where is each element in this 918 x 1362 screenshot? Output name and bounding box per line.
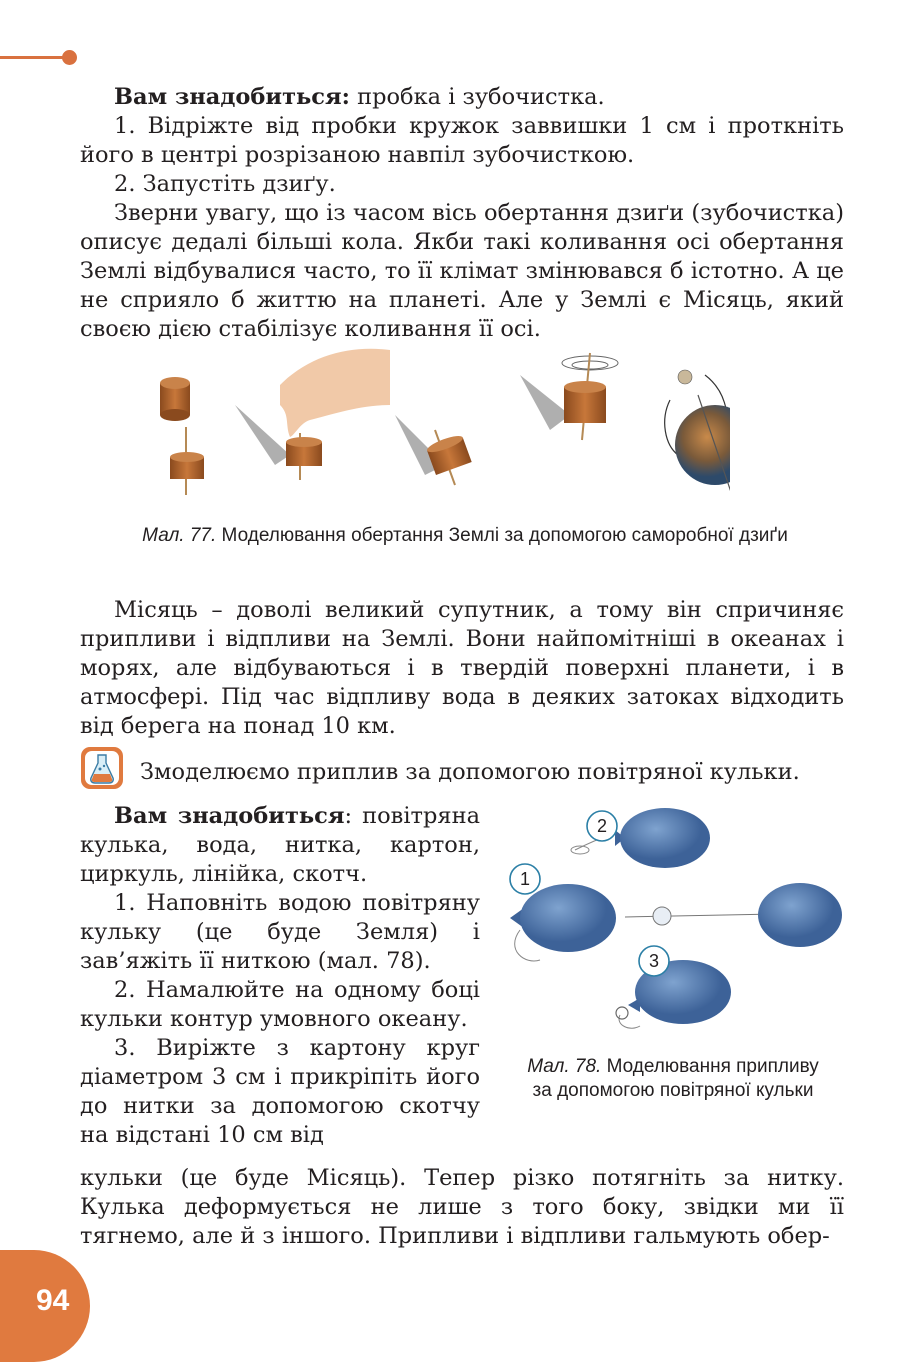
header-dot [62, 50, 77, 65]
materials-label-2: Вам знадобиться [114, 803, 345, 829]
marker-3-label: 3 [648, 951, 660, 971]
cork-disc [160, 377, 190, 421]
page-number: 94 [36, 1284, 70, 1317]
flask-icon [80, 746, 124, 790]
figure-78-balloons [500, 800, 845, 1040]
continuation-block [80, 1164, 844, 1251]
materials-text: пробка і зубочистка. [349, 84, 605, 110]
marker-1-label: 1 [519, 869, 531, 889]
attention-note: Зверни увагу, що із часом вісь обертання дзиґи (зубочистка) описує дедалі більші кола. Якби такі коливання осі обертання Землі відбувалися часто, то її клімат змінювався б істотно. А це не сприяло б життю на планеті. Але у Землі є Місяць, який своєю дією стабілізує коливання її осі. [80, 200, 844, 342]
figure-78-label: Мал. 78. [527, 1056, 602, 1077]
continuation-text: кульки (це буде Місяць). Тепер різко потягніть за нитку. Кулька деформується не лише з того боку, звідки ми її тягнемо, але й з іншого. Припливи і відпливи гальмують обер- [80, 1165, 844, 1249]
step-1: 1. Відріжте від пробки кружок заввишки 1 см і проткніть його в центрі розрізаною навпіл зубочисткою. [80, 113, 844, 168]
figure-77-caption-text: Моделювання обертання Землі за допомогою саморобної дзиґи [216, 525, 788, 546]
materials-line [80, 83, 844, 112]
materials-label: Вам знадобиться: [114, 84, 350, 110]
top-assembled [170, 427, 204, 495]
figure-78-caption-text: Моделювання припливу за допомогою повітряної кульки [532, 1056, 819, 1101]
intro-block [80, 83, 844, 344]
exp-step-3: 3. Виріжте з картону круг діаметром 3 см і прикріпіть його до нитки за допомогою скотчу на відстані 10 см від [80, 1035, 480, 1148]
tilted-top [395, 415, 472, 485]
marker-1 [510, 864, 540, 894]
exp-step-1: 1. Наповніть водою повітряну кульку (це буде Земля) і зав’яжіть її ниткою (мал. 78). [80, 890, 480, 974]
tides-paragraph-block [80, 596, 844, 741]
materials-text-2: : повітряна кулька, вода, нитка, картон, циркуль, лінійка, скотч. [80, 803, 480, 887]
figure-77-spinning-top [150, 345, 730, 505]
hand-spinning-top [235, 349, 390, 480]
exp-step-2: 2. Намалюйте на одному боці кульки контур умовного океану. [80, 977, 480, 1032]
balloon-3 [616, 960, 731, 1028]
experiment-title: Змоделюємо приплив за допомогою повітряної кульки. [140, 759, 800, 785]
marker-2-label: 2 [596, 816, 608, 836]
materials-line-2 [80, 802, 480, 889]
header-rule [0, 56, 66, 59]
figure-77-caption [100, 524, 830, 548]
step-2: 2. Запустіть дзиґу. [114, 171, 336, 197]
tides-paragraph: Місяць – доволі великий супутник, а тому він спричиняє припливи і відпливи на Землі. Вони найпомітніші в океанах і морях, але відбуваються і в твердій поверхні планети, і в атмосфері. Під час відпливу вода в деяких затоках відходить від берега на понад 10 км. [80, 597, 844, 739]
marker-2 [587, 811, 617, 841]
marker-3 [639, 946, 669, 976]
figure-77-label: Мал. 77. [142, 525, 217, 546]
experiment-steps-block [80, 802, 480, 1150]
spinning-top-orbits [520, 353, 618, 440]
balloon-1-with-moon [510, 883, 842, 961]
figure-78-caption [518, 1055, 828, 1103]
earth-moon [665, 370, 730, 495]
